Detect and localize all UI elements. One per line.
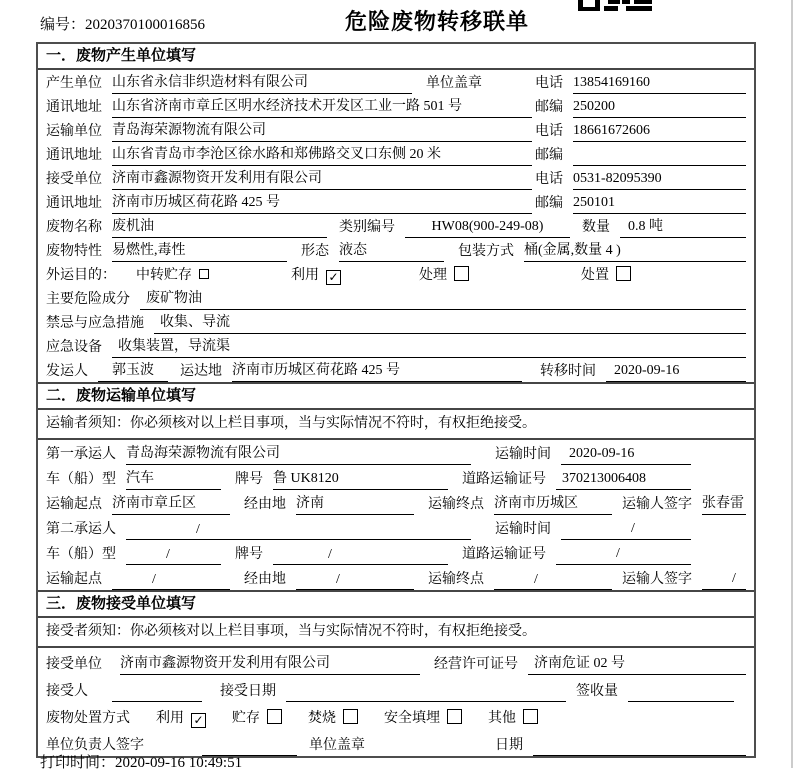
row-transport-address — [38, 142, 754, 166]
receive-unit-label: 接受单位 — [46, 172, 102, 187]
road-permit-value: 370213006408 — [556, 469, 691, 490]
row-hazard-component — [38, 286, 754, 310]
signed-quantity-value — [628, 681, 734, 702]
print-time: 打印时间：2020-09-16 10:49:51 — [40, 755, 243, 771]
row-emergency-measures — [38, 310, 754, 334]
address-label: 通讯地址 — [46, 148, 102, 163]
option-label: 安全填埋 — [384, 711, 440, 726]
waste-character-label: 废物特性 — [46, 244, 102, 259]
origin-value: / — [112, 570, 230, 590]
form-serial-number — [40, 13, 205, 34]
endpoint-value: / — [494, 570, 612, 590]
carrier-signature-value: 张春雷 — [702, 494, 746, 515]
disposal-option-storage — [232, 709, 282, 729]
waste-name-label: 废物名称 — [46, 220, 102, 235]
quantity-value: 0.8 吨 — [620, 217, 746, 238]
checkbox-unchecked — [267, 709, 282, 724]
row-route-1 — [38, 490, 754, 515]
emergency-measures-value: 收集、导流 — [154, 313, 746, 334]
option-label: 其他 — [488, 711, 516, 726]
second-carrier-value: / — [126, 520, 471, 540]
section2-body — [38, 440, 754, 590]
transporter-notice: 运输者须知：你必须核对以上栏目事项，当与实际情况不符时，有权拒绝接受。 — [38, 410, 754, 440]
purpose-option-dispose — [581, 266, 631, 286]
checkbox-unchecked — [616, 266, 631, 281]
purpose-label: 外运目的： — [46, 268, 116, 283]
zip-value — [573, 145, 746, 166]
row-first-carrier — [38, 440, 754, 465]
vehicle-type-value: 汽车 — [126, 469, 221, 490]
receive-unit-label: 接受单位 — [46, 657, 102, 672]
row-produce-address — [38, 94, 754, 118]
section3-body — [38, 648, 754, 756]
row-receive-unit — [38, 166, 754, 190]
unit-seal-label: 单位盖章 — [426, 76, 482, 91]
disposal-option-incinerate — [308, 709, 358, 729]
receiver-value — [112, 681, 202, 702]
section3-heading: 三．废物接受单位填写 — [38, 590, 754, 618]
option-label: 处理 — [419, 268, 447, 283]
date-value — [533, 735, 746, 756]
disposal-method-label: 废物处置方式 — [46, 711, 130, 726]
destination-label: 运达地 — [180, 364, 222, 379]
checkbox-unchecked — [523, 709, 538, 724]
endpoint-label: 运输终点 — [428, 497, 484, 512]
address-value: 济南市历城区荷花路 425 号 — [112, 193, 532, 214]
receiver-notice: 接受者须知：你必须核对以上栏目事项，当与实际情况不符时，有权拒绝接受。 — [38, 618, 754, 648]
signed-quantity-label: 签收量 — [576, 684, 618, 699]
phone-label: 电话 — [535, 76, 563, 91]
carrier-signature-label: 运输人签字 — [622, 497, 692, 512]
road-permit-label: 道路运输证号 — [462, 472, 546, 487]
serial-value: 2020370100016856 — [85, 17, 206, 33]
row-waste-name — [38, 214, 754, 238]
option-label: 贮存 — [232, 711, 260, 726]
second-carrier-label: 第二承运人 — [46, 522, 116, 537]
receiver-label: 接受人 — [46, 684, 88, 699]
page-edge-line — [791, 0, 793, 768]
checkbox-checked: ✓ — [326, 270, 341, 285]
packing-label: 包装方式 — [458, 244, 514, 259]
zip-label: 邮编 — [535, 100, 563, 115]
origin-value: 济南市章丘区 — [112, 494, 230, 515]
section1-heading: 一．废物产生单位填写 — [38, 44, 754, 70]
transport-unit-value: 青岛海荣源物流有限公司 — [112, 121, 532, 142]
purpose-option-storage — [136, 266, 209, 286]
section2-heading: 二．废物运输单位填写 — [38, 382, 754, 410]
zip-label: 邮编 — [535, 196, 563, 211]
phone-value: 0531-82095390 — [573, 169, 746, 190]
transfer-form-table — [36, 42, 756, 758]
receive-date-value — [286, 681, 566, 702]
permit-number-label: 经营许可证号 — [434, 657, 518, 672]
serial-label: 编号： — [40, 17, 86, 33]
transport-time-value: 2020-09-16 — [561, 444, 691, 465]
origin-label: 运输起点 — [46, 572, 102, 587]
phone-label: 电话 — [535, 124, 563, 139]
responsible-signature-label: 单位负责人签字 — [46, 738, 144, 753]
carrier-signature-label: 运输人签字 — [622, 572, 692, 587]
address-label: 通讯地址 — [46, 100, 102, 115]
vehicle-type-label: 车（船）型 — [46, 472, 116, 487]
row-emergency-equipment — [38, 334, 754, 358]
checkbox-unchecked — [343, 709, 358, 724]
checkbox-unchecked — [199, 269, 209, 279]
right-column-group — [535, 145, 746, 166]
first-carrier-value: 青岛海荣源物流有限公司 — [126, 444, 471, 465]
address-label: 通讯地址 — [46, 196, 102, 211]
row-receive-address — [38, 190, 754, 214]
vehicle-type-value: / — [126, 545, 221, 565]
quantity-label: 数量 — [582, 220, 610, 235]
emergency-equipment-label: 应急设备 — [46, 340, 102, 355]
hazard-component-value: 废矿物油 — [140, 289, 746, 310]
row-waste-character — [38, 238, 754, 262]
zip-label: 邮编 — [535, 148, 563, 163]
plate-number-value: / — [273, 545, 448, 565]
row-disposal-method — [38, 702, 754, 729]
plate-number-label: 牌号 — [235, 547, 263, 562]
right-column-group — [535, 121, 746, 142]
form-title: 危险废物转移联单 — [344, 9, 530, 34]
row-vehicle-2 — [38, 540, 754, 565]
right-column-group — [535, 193, 746, 214]
category-code-value: HW08(900-249-08) — [405, 217, 570, 238]
phone-value: 13854169160 — [573, 73, 746, 94]
row-receiver — [38, 675, 754, 702]
plate-number-label: 牌号 — [235, 472, 263, 487]
qr-code-fragment — [578, 0, 652, 11]
row-produce-unit — [38, 70, 754, 94]
via-value: / — [296, 570, 414, 590]
plate-number-value: 鲁 UK8120 — [273, 469, 448, 490]
address-value: 山东省青岛市李沧区徐水路和郑佛路交叉口东侧 20 米 — [112, 145, 532, 166]
form-state-value: 液态 — [339, 241, 444, 262]
transfer-time-label: 转移时间 — [540, 364, 596, 379]
carrier-signature-value: / — [702, 569, 746, 590]
road-permit-label: 道路运输证号 — [462, 547, 546, 562]
via-value: 济南 — [296, 494, 414, 515]
first-carrier-label: 第一承运人 — [46, 447, 116, 462]
vehicle-type-label: 车（船）型 — [46, 547, 116, 562]
phone-label: 电话 — [535, 172, 563, 187]
receive-date-label: 接受日期 — [220, 684, 276, 699]
packing-value: 桶(金属,数量 4 ) — [524, 241, 746, 262]
address-value: 山东省济南市章丘区明水经济技术开发区工业一路 501 号 — [112, 97, 532, 118]
row-shipper — [38, 358, 754, 382]
zip-value: 250101 — [573, 193, 746, 214]
shipper-value: 郭玉波 — [98, 361, 168, 382]
option-label: 利用 — [156, 711, 184, 726]
form-state-label: 形态 — [301, 244, 329, 259]
category-code-label: 类别编号 — [339, 220, 395, 235]
origin-label: 运输起点 — [46, 497, 102, 512]
checkbox-unchecked — [454, 266, 469, 281]
option-label: 处置 — [581, 268, 609, 283]
endpoint-value: 济南市历城区 — [494, 494, 612, 515]
transfer-time-value: 2020-09-16 — [606, 361, 746, 382]
shipper-label: 发运人 — [46, 364, 88, 379]
right-column-group — [535, 169, 746, 190]
date-label: 日期 — [495, 738, 523, 753]
checkbox-checked: ✓ — [191, 713, 206, 728]
option-label: 中转贮存 — [136, 268, 192, 283]
unit-seal-label: 单位盖章 — [309, 738, 365, 753]
right-column-group — [535, 73, 746, 94]
endpoint-label: 运输终点 — [428, 572, 484, 587]
transport-time-label: 运输时间 — [495, 447, 551, 462]
checkbox-unchecked — [447, 709, 462, 724]
right-column-group — [535, 97, 746, 118]
via-label: 经由地 — [244, 497, 286, 512]
waste-character-value: 易燃性,毒性 — [112, 241, 287, 262]
phone-value: 18661672606 — [573, 121, 746, 142]
purpose-option-treat — [419, 266, 469, 286]
transport-unit-label: 运输单位 — [46, 124, 102, 139]
row-transport-unit — [38, 118, 754, 142]
hazard-component-label: 主要危险成分 — [46, 292, 130, 307]
destination-value: 济南市历城区荷花路 425 号 — [232, 361, 522, 382]
emergency-measures-label: 禁忌与应急措施 — [46, 316, 144, 331]
zip-value: 250200 — [573, 97, 746, 118]
disposal-option-other — [488, 709, 538, 729]
produce-unit-value: 山东省永信非织造材料有限公司 — [112, 73, 412, 94]
row-vehicle-1 — [38, 465, 754, 490]
option-label: 利用 — [291, 268, 319, 283]
produce-unit-label: 产生单位 — [46, 76, 102, 91]
purpose-option-utilize — [291, 266, 341, 286]
section1-body — [38, 70, 754, 382]
waste-name-value: 废机油 — [112, 217, 327, 238]
disposal-option-landfill — [384, 709, 462, 729]
row-route-2 — [38, 565, 754, 590]
row-receive-unit-confirm — [38, 648, 754, 675]
road-permit-value: / — [556, 544, 691, 565]
emergency-equipment-value: 收集装置，导流渠 — [112, 337, 746, 358]
transport-time-label: 运输时间 — [495, 522, 551, 537]
receive-unit-value: 济南市鑫源物资开发利用有限公司 — [120, 654, 420, 675]
row-second-carrier — [38, 515, 754, 540]
transport-time-value: / — [561, 519, 691, 540]
option-label: 焚烧 — [308, 711, 336, 726]
via-label: 经由地 — [244, 572, 286, 587]
disposal-option-utilize — [156, 709, 206, 729]
row-transport-purpose — [38, 262, 754, 286]
receive-unit-value: 济南市鑫源物资开发利用有限公司 — [112, 169, 532, 190]
permit-number-value: 济南危证 02 号 — [528, 654, 746, 675]
page-header — [0, 0, 796, 42]
